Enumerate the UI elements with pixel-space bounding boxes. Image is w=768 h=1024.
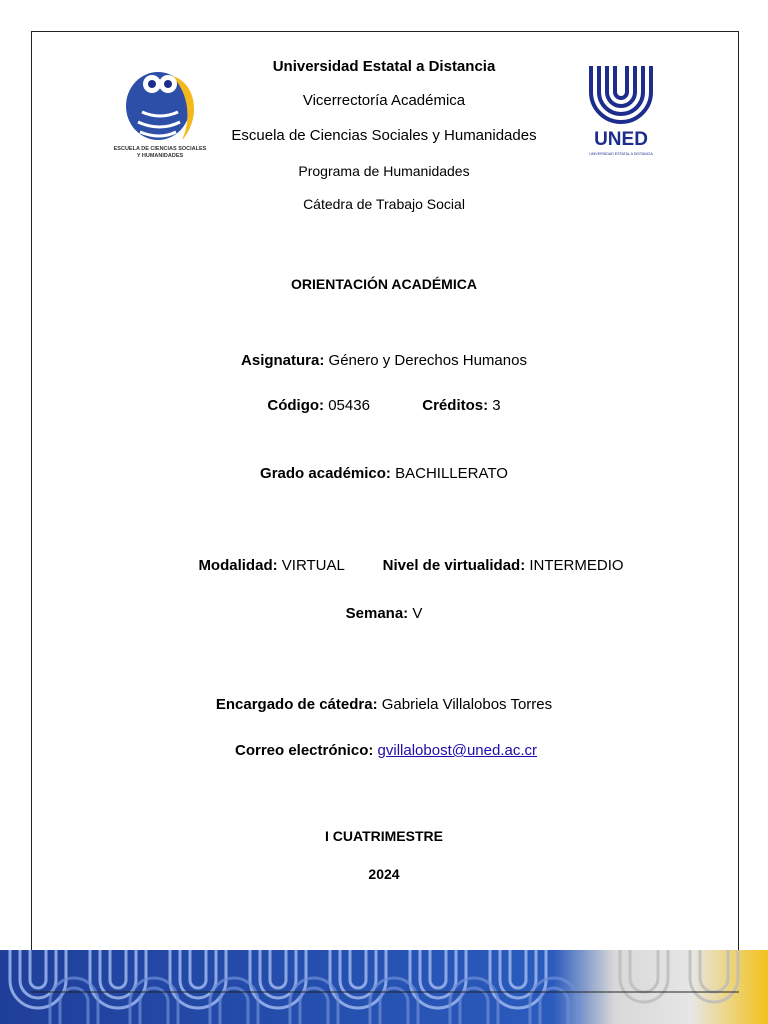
uned-wordmark: UNED xyxy=(594,129,648,150)
grado-value: BACHILLERATO xyxy=(395,465,508,482)
correo-label: Correo electrónico: xyxy=(234,742,374,759)
semana-value: V xyxy=(412,605,423,622)
grado-label: Grado académico: xyxy=(260,465,391,482)
escuela-caption-line-2: Y HUMANIDADES xyxy=(136,153,184,159)
asignatura-label: Asignatura: xyxy=(241,352,325,369)
creditos-value: 3 xyxy=(492,397,501,414)
encargado-label: Encargado de cátedra: xyxy=(215,696,378,713)
asignatura-line xyxy=(0,351,768,371)
grado-line xyxy=(0,464,768,484)
modalidad-nivel-line xyxy=(27,556,768,576)
uned-caption: UNIVERSIDAD ESTATAL A DISTANCIA xyxy=(589,152,653,156)
modalidad-label: Modalidad: xyxy=(198,557,278,574)
decorative-banner xyxy=(0,950,768,1024)
document-title: ORIENTACIÓN ACADÉMICA xyxy=(291,276,477,292)
codigo-label: Código: xyxy=(267,397,325,414)
codigo-creditos-line xyxy=(0,396,768,416)
codigo-value: 05436 xyxy=(328,397,370,414)
escuela-name: Escuela de Ciencias Sociales y Humanidades xyxy=(231,127,537,144)
semana-label: Semana: xyxy=(345,605,409,622)
escuela-logo-caption xyxy=(108,146,212,160)
anio: 2024 xyxy=(368,866,400,882)
modalidad-value: VIRTUAL xyxy=(281,557,345,574)
encargado-line xyxy=(0,695,768,715)
encargado-value: Gabriela Villalobos Torres xyxy=(381,696,553,713)
nivel-label: Nivel de virtualidad: xyxy=(382,557,526,574)
vicerrectoria: Vicerrectoría Académica xyxy=(302,92,466,109)
correo-line xyxy=(2,741,768,761)
asignatura-value: Género y Derechos Humanos xyxy=(328,352,527,369)
creditos-label: Créditos: xyxy=(422,397,489,414)
escuela-caption-line-1: ESCUELA DE CIENCIAS SOCIALES xyxy=(113,146,207,152)
correo-link[interactable]: gvillalobost@uned.ac.cr xyxy=(377,742,538,759)
nivel-value: INTERMEDIO xyxy=(529,557,624,574)
semana-line xyxy=(0,604,768,624)
periodo: I CUATRIMESTRE xyxy=(325,828,443,844)
university-name: Universidad Estatal a Distancia xyxy=(272,58,496,75)
catedra-name: Cátedra de Trabajo Social xyxy=(303,196,465,212)
programa-name: Programa de Humanidades xyxy=(298,163,470,179)
